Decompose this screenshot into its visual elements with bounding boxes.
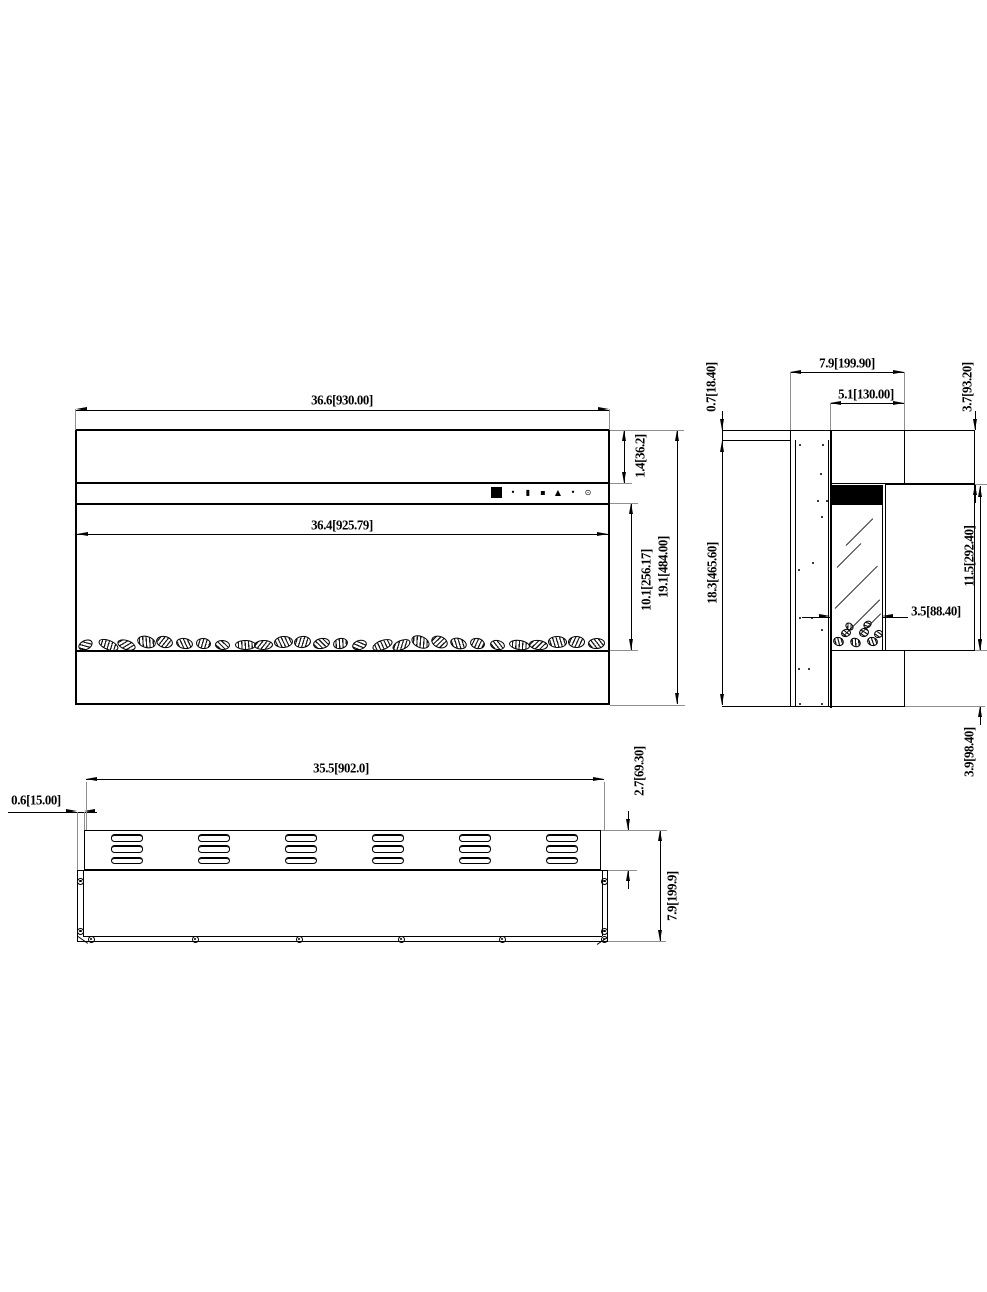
dim-bottom-side-inset: 0.6[15.00] [11, 792, 61, 808]
vent-slot [111, 857, 143, 865]
vent-slot [111, 845, 143, 853]
vent-slot [198, 834, 230, 842]
control-display-screen[interactable] [491, 487, 502, 498]
control-button-icon[interactable]: ▲ [554, 488, 562, 497]
dim-front-top-band-height: 1.4[36.2] [632, 434, 648, 478]
screw-hole [822, 444, 824, 446]
dim-arrow [622, 472, 626, 483]
log-piece [136, 634, 158, 651]
dim-side-top-section-height: 3.7[93.20] [959, 362, 975, 412]
dim-arrow [626, 819, 630, 830]
dim-front-opening-height: 10.1[256.17] [638, 549, 654, 611]
dim-arrow [893, 370, 904, 374]
vent-slot [198, 845, 230, 853]
dim-arrow [720, 694, 724, 705]
screw [88, 936, 95, 943]
dim-front-overall-height: 19.1[484.00] [655, 536, 671, 598]
dim-side-body-depth: 5.1[130.00] [838, 386, 894, 402]
dim-arrow [598, 407, 609, 411]
screw [77, 878, 84, 885]
screw [601, 936, 608, 943]
dim-bottom-body-width: 35.5[902.0] [313, 760, 369, 776]
log-piece [312, 636, 331, 650]
screw [296, 936, 303, 943]
dim-arrow [66, 809, 77, 813]
extension-line [84, 812, 85, 830]
dim-arrow [978, 486, 982, 497]
screw [601, 878, 608, 885]
glass-hatch-stroke [835, 566, 878, 609]
extension-line [610, 705, 685, 706]
dim-arrow [973, 484, 977, 495]
log-piece [175, 637, 194, 651]
log-piece [235, 640, 256, 650]
log-piece [215, 639, 231, 650]
vent-slot [459, 845, 491, 853]
dimension-line [677, 430, 678, 704]
dim-arrow [658, 930, 662, 941]
log-piece [155, 634, 174, 650]
dim-side-front-glass-height: 11.5[292.40] [961, 525, 977, 587]
extension-line [830, 403, 831, 430]
dim-arrow [629, 503, 633, 514]
log-piece [332, 636, 349, 650]
bottom-inner-bottom-line [83, 936, 602, 937]
bottom-vent-band [84, 830, 601, 870]
dim-arrow [593, 777, 604, 781]
dimension-line [722, 441, 723, 705]
log-piece [548, 636, 568, 649]
log-piece [293, 635, 312, 649]
dim-arrow [819, 614, 830, 618]
vent-slot [285, 834, 317, 842]
dim-arrow [882, 614, 893, 618]
dim-arrow [76, 407, 87, 411]
screw-hole [817, 500, 819, 502]
log-media-bed [78, 632, 607, 651]
control-button-icon[interactable]: • [510, 488, 516, 497]
screw-hole [808, 668, 810, 670]
log-piece [469, 636, 486, 651]
extension-line [610, 503, 638, 504]
side-ground-line [722, 706, 905, 708]
bottom-outer-body [77, 870, 608, 942]
vent-slot [546, 845, 578, 853]
dim-arrow [675, 430, 679, 441]
screw-hole [812, 562, 814, 564]
screw [77, 928, 84, 935]
vent-slot [546, 834, 578, 842]
log-piece [489, 639, 506, 651]
dim-arrow [77, 532, 88, 536]
extension-line [610, 430, 684, 431]
extension-line [86, 782, 87, 830]
extension-line [75, 409, 76, 430]
dim-arrow [720, 419, 724, 430]
extension-line [77, 812, 78, 870]
screw-hole [820, 473, 822, 475]
side-back-panel-line [790, 430, 791, 707]
side-heater-vent-black-band [832, 485, 882, 505]
vent-slot [372, 845, 404, 853]
dim-side-base-height: 3.9[98.40] [961, 727, 977, 777]
log-piece [274, 635, 294, 649]
side-back-panel-inner-line [795, 440, 796, 707]
control-button-icon[interactable]: ⊙ [584, 488, 592, 497]
dim-arrow [658, 830, 662, 841]
vent-slot [285, 845, 317, 853]
log-piece [410, 633, 432, 651]
extension-line [904, 372, 905, 430]
dim-front-overall-width: 36.6[930.00] [311, 392, 373, 408]
dim-arrow [830, 401, 841, 405]
log-piece [390, 637, 411, 651]
side-top-front-box [904, 430, 975, 484]
dim-arrow [86, 777, 97, 781]
front-control-strip-divider [75, 503, 610, 505]
vent-slot [372, 834, 404, 842]
dimension-line [790, 372, 904, 373]
side-top-duct-box [830, 430, 905, 484]
extension-line [975, 650, 987, 651]
log-piece [848, 636, 862, 649]
screw-hole [821, 629, 823, 631]
control-button-icon[interactable]: • [570, 488, 576, 497]
side-wall-flange-line [722, 440, 790, 441]
vent-slot [459, 834, 491, 842]
control-button-icon[interactable]: ▮ [525, 488, 531, 497]
dim-side-total-depth: 7.9[199.90] [819, 355, 875, 371]
dim-arrow [790, 370, 801, 374]
vent-slot [285, 857, 317, 865]
dim-side-glass-depth: 3.5[88.40] [911, 603, 961, 619]
vent-slot [198, 857, 230, 865]
dim-side-back-height: 18.3[465.60] [704, 542, 720, 604]
dimension-line [980, 486, 981, 650]
log-piece [351, 638, 368, 651]
log-piece [832, 635, 845, 647]
dimension-line [86, 779, 604, 780]
side-mount-plate-edge [828, 440, 829, 707]
dim-bottom-vent-depth: 2.7[69.30] [631, 746, 647, 796]
dimension-line [77, 534, 608, 535]
screw [601, 928, 608, 935]
log-piece [254, 640, 273, 651]
log-piece [116, 637, 137, 651]
dim-bottom-total-depth: 7.9[199.9] [664, 871, 680, 921]
extension-line [608, 941, 666, 942]
vent-slot [546, 857, 578, 865]
screw-hole [798, 668, 800, 670]
dimension-line [76, 410, 609, 411]
dim-arrow [720, 441, 724, 452]
side-flange-left-edge [722, 430, 723, 441]
log-piece [371, 637, 394, 651]
extension-line [610, 650, 638, 651]
log-piece [509, 638, 531, 651]
screw [398, 936, 405, 943]
log-piece [528, 639, 548, 651]
dim-arrow [629, 639, 633, 650]
dim-arrow [978, 706, 982, 717]
dimension-line [631, 503, 632, 650]
dim-arrow [893, 401, 904, 405]
log-piece [78, 637, 94, 651]
vent-slot [459, 857, 491, 865]
dimension-line [660, 830, 661, 941]
dim-arrow [626, 870, 630, 881]
extension-line [975, 484, 987, 485]
front-top-band-divider [75, 482, 610, 484]
extension-line [604, 782, 605, 830]
extension-line [601, 830, 667, 831]
extension-line [790, 372, 791, 430]
extension-line [609, 409, 610, 430]
extension-line [608, 870, 637, 871]
dim-arrow [973, 419, 977, 430]
vent-slot [372, 857, 404, 865]
screw-hole [821, 516, 823, 518]
log-piece [568, 636, 585, 648]
side-glass-inner-line [882, 485, 883, 651]
screw [192, 936, 199, 943]
dim-arrow [597, 532, 608, 536]
glass-hatch-stroke [846, 518, 874, 546]
vent-slot [111, 834, 143, 842]
dim-side-wall-gap: 0.7[18.40] [703, 362, 719, 412]
glass-hatch-stroke [837, 543, 862, 568]
screw [499, 936, 506, 943]
log-piece [449, 636, 469, 651]
log-piece [587, 638, 605, 650]
side-base-box [830, 650, 905, 707]
control-button-icon[interactable]: ▪ [540, 488, 546, 497]
dim-arrow [675, 693, 679, 704]
extension-line [905, 706, 985, 707]
dim-arrow [622, 430, 626, 441]
screw-hole [799, 444, 801, 446]
dim-front-opening-width: 36.4[925.79] [311, 517, 373, 533]
log-piece [195, 637, 211, 650]
front-outer-body [75, 429, 610, 705]
extension-line [610, 483, 632, 484]
screw-hole [798, 569, 800, 571]
log-piece [429, 633, 449, 650]
